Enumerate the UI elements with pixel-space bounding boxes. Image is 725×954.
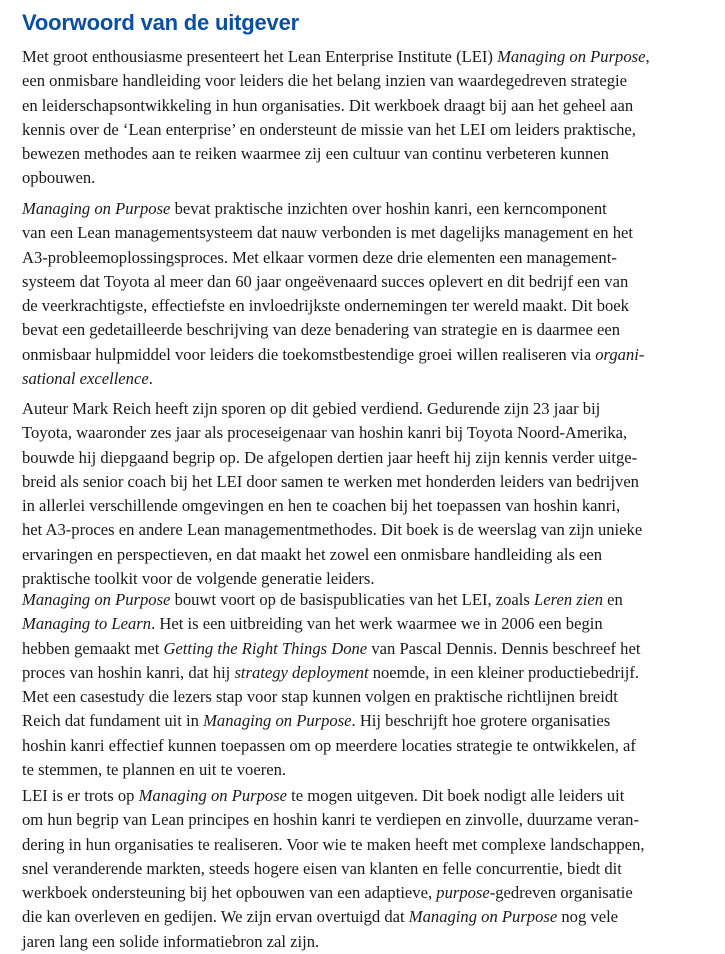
document-page bbox=[22, 0, 712, 951]
body-text: van een Lean managementsysteem dat nauw verbonden is met dagelijks management en het bbox=[22, 223, 633, 243]
body-text: ervaringen en perspectieven, en dat maakt het zowel een onmisbare handleiding als een bbox=[22, 544, 603, 564]
body-text: in allerlei verschillende omgevingen en hen te coachen bij het toepassen van hoshin kanri, bbox=[22, 496, 621, 516]
text-line bbox=[22, 661, 640, 685]
text-line bbox=[22, 612, 640, 636]
text-line bbox=[22, 685, 640, 709]
text-line bbox=[22, 421, 642, 445]
body-text: A3-probleemoplossingsproces. Met elkaar vormen deze drie elementen een management- bbox=[22, 247, 617, 267]
body-text: en bbox=[603, 590, 623, 609]
italic-title-text: Managing on Purpose bbox=[497, 47, 646, 66]
italic-title-text: organi- bbox=[595, 344, 645, 364]
paragraph-hoshin-kanri bbox=[22, 197, 644, 391]
text-line bbox=[22, 881, 645, 905]
text-line bbox=[22, 543, 642, 567]
italic-title-text: Managing to Learn bbox=[22, 614, 152, 634]
text-line bbox=[22, 588, 640, 612]
text-line bbox=[22, 930, 645, 954]
text-line bbox=[22, 118, 650, 142]
text-line bbox=[22, 270, 644, 294]
text-line bbox=[22, 808, 645, 832]
italic-title-text: strategy deployment bbox=[234, 662, 369, 682]
body-text: , bbox=[645, 47, 650, 66]
body-text: snel veranderende markten, steeds hogere eisen van klanten en felle concurrentie, biedt dit bbox=[22, 858, 622, 878]
body-text: te stemmen, te plannen en uit te voeren. bbox=[22, 760, 287, 780]
paragraph-author bbox=[22, 397, 642, 591]
text-line bbox=[22, 470, 642, 494]
body-text: Met groot enthousiasme presenteert het Lean Enterprise Institute (LEI) bbox=[22, 47, 498, 66]
text-line bbox=[22, 343, 644, 367]
text-line bbox=[22, 637, 640, 661]
text-line bbox=[22, 166, 650, 190]
body-text: het A3-proces en andere Lean managementmethodes. Dit boek is de weerslag van zijn unieke bbox=[22, 520, 643, 540]
body-text: opbouwen. bbox=[22, 168, 96, 188]
body-text: . bbox=[148, 369, 153, 389]
body-text: bouwt voort op de basispublicaties van het LEI, zoals bbox=[170, 590, 535, 609]
paragraph-closing bbox=[22, 784, 645, 954]
body-text: . Het is een uitbreiding van het werk waarmee we in 2006 een begin bbox=[151, 614, 603, 634]
body-text: Auteur Mark Reich heeft zijn sporen op dit gebied verdiend. Gedurende zijn 23 jaar bij bbox=[22, 399, 601, 418]
body-text: . Hij beschrijft hoe grotere organisaties bbox=[351, 711, 611, 731]
body-text: -gedreven organisatie bbox=[489, 883, 633, 903]
text-line bbox=[22, 709, 640, 733]
text-line bbox=[22, 397, 642, 421]
body-text: LEI is er trots op bbox=[22, 786, 139, 805]
italic-title-text: Getting the Right Things Done bbox=[163, 638, 368, 658]
italic-title-text: Managing on Purpose bbox=[408, 907, 558, 927]
body-text: kennis over de ‘Lean enterprise’ en ondersteunt de missie van het LEI om leiders praktische, bbox=[22, 119, 636, 139]
body-text: en leiderschapsontwikkeling in hun organisaties. Dit werkboek draagt bij aan het geheel aan bbox=[22, 95, 634, 115]
body-text: de veerkrachtigste, effectiefste en invloedrijkste ondernemingen ter wereld maakt. Dit boek bbox=[22, 296, 629, 316]
body-text: die kan overleven en gedijen. We zijn ervan overtuigd dat bbox=[22, 907, 409, 927]
body-text: hebben gemaakt met bbox=[22, 638, 164, 658]
italic-title-text: Managing on Purpose bbox=[22, 199, 171, 218]
italic-title-text: Leren zien bbox=[534, 590, 604, 609]
body-text: hoshin kanri effectief kunnen toepassen om op meerdere locaties strategie te ontwikkelen, af bbox=[22, 735, 636, 755]
body-text: proces van hoshin kanri, dat hij bbox=[22, 662, 235, 682]
text-line bbox=[22, 758, 640, 782]
body-text: praktische toolkit voor de volgende generatie leiders. bbox=[22, 569, 375, 589]
body-text: Toyota, waaronder zes jaar als proceseigenaar van hoshin kanri bij Toyota Noord-Amerika, bbox=[22, 423, 628, 443]
text-line bbox=[22, 246, 644, 270]
text-line bbox=[22, 94, 650, 118]
body-text: bevat een gedetailleerde beschrijving van deze benadering van strategie en is daarmee een bbox=[22, 320, 620, 340]
text-line bbox=[22, 294, 644, 318]
text-line bbox=[22, 734, 640, 758]
text-line bbox=[22, 905, 645, 929]
text-line bbox=[22, 446, 642, 470]
italic-title-text: purpose bbox=[436, 883, 490, 903]
text-line bbox=[22, 784, 645, 808]
text-line bbox=[22, 318, 644, 342]
text-line bbox=[22, 45, 650, 69]
paragraph-foundations bbox=[22, 588, 640, 782]
body-text: noemde, in een kleiner productiebedrijf. bbox=[368, 662, 640, 682]
text-line bbox=[22, 367, 644, 391]
body-text: van Pascal Dennis. Dennis beschreef het bbox=[367, 638, 641, 658]
body-text: Met een casestudy die lezers stap voor stap kunnen volgen en praktische richtlijnen breidt bbox=[22, 687, 618, 707]
body-text: breid als senior coach bij het LEI door samen te werken met honderden leiders van bedrijven bbox=[22, 471, 639, 491]
text-line bbox=[22, 197, 644, 221]
body-text: om hun begrip van Lean principes en hoshin kanri te verdiepen en zinvolle, duurzame veran- bbox=[22, 810, 639, 830]
body-text: bewezen methodes aan te reiken waarmee zij een cultuur van continu verbeteren kunnen bbox=[22, 144, 609, 164]
body-text: bouwde hij diepgaand begrip op. De afgelopen dertien jaar heeft hij zijn kennis verder uitge- bbox=[22, 447, 638, 467]
body-text: onmisbaar hulpmiddel voor leiders die toekomstbestendige groei willen realiseren via bbox=[22, 344, 596, 364]
body-text: systeem dat Toyota al meer dan 60 jaar ongeëvenaard succes oplevert en dit bedrijf een van bbox=[22, 271, 629, 291]
italic-title-text: Managing on Purpose bbox=[203, 711, 352, 731]
body-text: werkboek ondersteuning bij het opbouwen van een adaptieve, bbox=[22, 883, 437, 903]
body-text: te mogen uitgeven. Dit boek nodigt alle leiders uit bbox=[287, 786, 625, 805]
page-title: Voorwoord van de uitgever bbox=[22, 10, 299, 35]
italic-title-text: Managing on Purpose bbox=[138, 786, 288, 805]
text-line bbox=[22, 833, 645, 857]
text-line bbox=[22, 69, 650, 93]
text-line bbox=[22, 494, 642, 518]
body-text: Reich dat fundament uit in bbox=[22, 711, 204, 731]
body-text: een onmisbare handleiding voor leiders die het belang inzien van waardegedreven strategie bbox=[22, 71, 627, 91]
body-text: jaren lang een solide informatiebron zal zijn. bbox=[22, 931, 320, 951]
paragraph-intro bbox=[22, 45, 650, 191]
body-text: bevat praktische inzichten over hoshin kanri, een kerncomponent bbox=[170, 199, 607, 218]
text-line bbox=[22, 142, 650, 166]
body-text: nog vele bbox=[557, 907, 619, 927]
text-line bbox=[22, 857, 645, 881]
text-line bbox=[22, 518, 642, 542]
italic-title-text: Managing on Purpose bbox=[22, 590, 171, 609]
text-line bbox=[22, 221, 644, 245]
italic-title-text: sational excellence bbox=[22, 369, 149, 389]
body-text: dering in hun organisaties te realiseren. Voor wie te maken heeft met complexe landschappen, bbox=[22, 834, 645, 854]
